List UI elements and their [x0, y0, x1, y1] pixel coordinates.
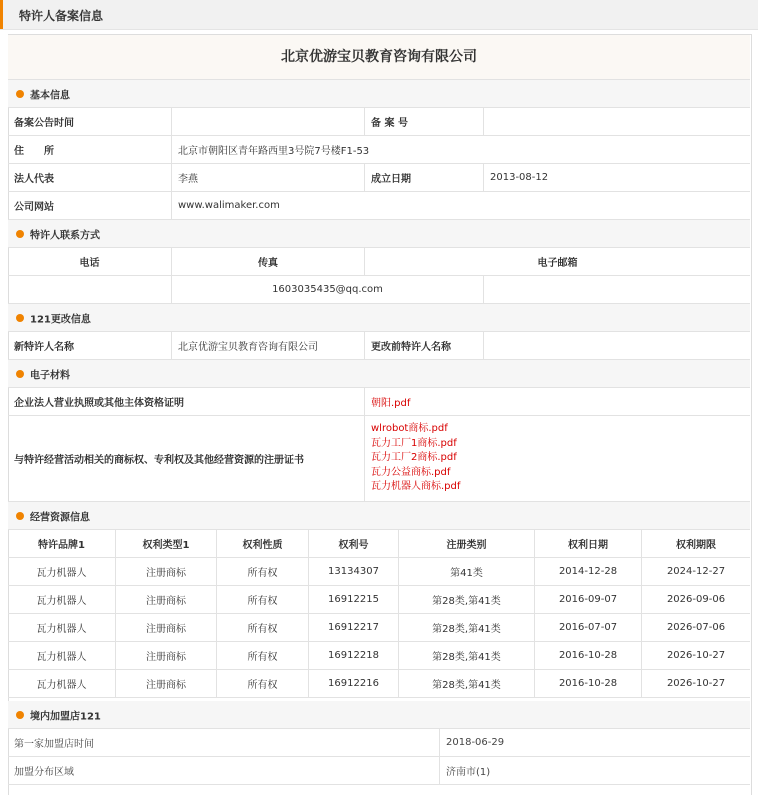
first-store-value: 2018-06-29	[446, 737, 505, 748]
section-contact	[8, 220, 750, 248]
record-no-label: 备 案 号	[365, 108, 484, 135]
section-stores-label: 境内加盟店121	[30, 711, 101, 722]
section-resources	[8, 502, 750, 530]
table-cell: 2016-10-28	[535, 670, 642, 697]
table-cell: 所有权	[217, 642, 309, 669]
table-cell: 16912218	[309, 642, 399, 669]
table-cell: 瓦力机器人	[8, 586, 116, 613]
table-cell: 所有权	[217, 558, 309, 585]
cert-file-link[interactable]: wlrobot商标.pdf	[371, 423, 448, 435]
email-label: 电子邮箱	[537, 258, 578, 269]
section-materials-label: 电子材料	[30, 370, 70, 381]
cert-label: 与特许经营活动相关的商标权、专利权及其他经营资源的注册证书	[8, 416, 365, 501]
license-files	[365, 388, 750, 415]
table-cell: 2016-09-07	[535, 586, 642, 613]
section-basic	[8, 80, 750, 108]
bullet-icon	[16, 512, 24, 520]
row-legal	[8, 164, 750, 192]
column-header: 权利期限	[676, 540, 716, 551]
bullet-icon	[16, 314, 24, 322]
table-cell: 注册商标	[116, 586, 217, 613]
founded-label: 成立日期	[365, 164, 484, 191]
title-bar	[0, 0, 758, 30]
table-cell: 注册商标	[116, 670, 217, 697]
column-header: 权利性质	[217, 530, 309, 557]
section-change	[8, 304, 750, 332]
table-cell: 第28类,第41类	[399, 586, 535, 613]
page-title: 特许人备案信息	[19, 9, 104, 23]
column-header: 注册类别	[399, 530, 535, 557]
phone-value	[8, 276, 172, 303]
section-contact-label: 特许人联系方式	[30, 230, 100, 241]
cert-files	[365, 416, 750, 501]
column-header: 特许品牌1	[8, 530, 116, 557]
table-cell: 2026-09-06	[666, 594, 726, 605]
table-cell: 2016-07-07	[535, 614, 642, 641]
row-first-store	[8, 729, 750, 757]
table-cell: 注册商标	[116, 558, 217, 585]
section-resources-label: 经营资源信息	[30, 512, 90, 523]
table-cell: 2026-07-06	[666, 622, 726, 633]
resources-header-row	[8, 530, 750, 558]
table-cell: 16912216	[309, 670, 399, 697]
bullet-icon	[16, 370, 24, 378]
table-cell: 注册商标	[116, 642, 217, 669]
table-cell: 瓦力机器人	[8, 614, 116, 641]
new-name-label: 新特许人名称	[8, 332, 172, 359]
cert-file-link[interactable]: 瓦力工厂2商标.pdf	[371, 452, 457, 464]
bullet-icon	[16, 90, 24, 98]
legal-rep-value: 李燕	[172, 164, 365, 191]
row-license	[8, 388, 750, 416]
table-cell: 第28类,第41类	[399, 670, 535, 697]
table-cell: 所有权	[217, 586, 309, 613]
cert-file-link[interactable]: 瓦力工厂1商标.pdf	[371, 437, 457, 449]
phone-label: 电话	[8, 248, 172, 275]
table-cell: 2024-12-27	[666, 566, 726, 577]
table-cell: 16912215	[309, 586, 399, 613]
row-change	[8, 332, 750, 360]
fax-value: 1603035435@qq.com	[172, 276, 484, 303]
cert-file-link[interactable]: 瓦力公益商标.pdf	[371, 466, 451, 478]
table-cell: 2016-10-28	[535, 642, 642, 669]
bullet-icon	[16, 230, 24, 238]
table-cell: 2014-12-28	[535, 558, 642, 585]
table-cell: 所有权	[217, 670, 309, 697]
row-certs	[8, 416, 750, 502]
company-name-row	[8, 35, 750, 80]
section-materials	[8, 360, 750, 388]
table-cell: 13134307	[309, 558, 399, 585]
cert-file-link[interactable]: 瓦力机器人商标.pdf	[371, 481, 461, 493]
website-value[interactable]: www.walimaker.com	[178, 200, 280, 211]
announce-time-value	[172, 108, 365, 135]
old-name-value	[484, 332, 750, 359]
table-cell: 2026-10-27	[666, 650, 726, 661]
new-name-value: 北京优游宝贝教育咨询有限公司	[172, 332, 365, 359]
email-value	[484, 276, 750, 303]
section-basic-label: 基本信息	[30, 90, 70, 101]
row-website	[8, 192, 750, 220]
table-cell: 第41类	[399, 558, 535, 585]
address-label: 住 所	[8, 136, 172, 163]
table-row	[8, 642, 750, 670]
legal-rep-label: 法人代表	[8, 164, 172, 191]
first-store-label: 第一家加盟店时间	[8, 729, 440, 756]
table-row	[8, 670, 750, 698]
region-label: 加盟分布区域	[8, 757, 440, 784]
table-cell: 瓦力机器人	[8, 558, 116, 585]
table-row	[8, 558, 750, 586]
row-region	[8, 757, 750, 785]
table-row	[8, 586, 750, 614]
old-name-label: 更改前特许人名称	[365, 332, 484, 359]
bullet-icon	[16, 711, 24, 719]
row-announce	[8, 108, 750, 136]
column-header: 权利日期	[535, 530, 642, 557]
table-row	[8, 614, 750, 642]
fax-label: 传真	[172, 248, 365, 275]
column-header: 权利号	[309, 530, 399, 557]
founded-value: 2013-08-12	[490, 172, 549, 183]
table-cell: 瓦力机器人	[8, 642, 116, 669]
website-label: 公司网站	[8, 192, 172, 219]
title-accent	[0, 0, 3, 29]
row-contact-values	[8, 276, 750, 304]
column-header: 权利类型1	[116, 530, 217, 557]
table-cell: 2026-10-27	[666, 678, 726, 689]
company-name: 北京优游宝贝教育咨询有限公司	[281, 49, 477, 65]
table-cell: 16912217	[309, 614, 399, 641]
table-cell: 所有权	[217, 614, 309, 641]
region-value: 济南市(1)	[446, 767, 491, 778]
table-cell: 第28类,第41类	[399, 614, 535, 641]
section-change-label: 121更改信息	[30, 314, 91, 325]
row-contact-headers	[8, 248, 750, 276]
table-cell: 注册商标	[116, 614, 217, 641]
section-stores	[8, 701, 750, 729]
address-value: 北京市朝阳区青年路西里3号院7号楼F1-53	[178, 146, 370, 157]
license-file-link[interactable]: 朝阳.pdf	[371, 398, 411, 409]
license-label: 企业法人营业执照或其他主体资格证明	[8, 388, 365, 415]
table-cell: 第28类,第41类	[399, 642, 535, 669]
announce-time-label: 备案公告时间	[8, 108, 172, 135]
table-cell: 瓦力机器人	[8, 670, 116, 697]
row-address	[8, 136, 750, 164]
record-no-value	[484, 108, 750, 135]
